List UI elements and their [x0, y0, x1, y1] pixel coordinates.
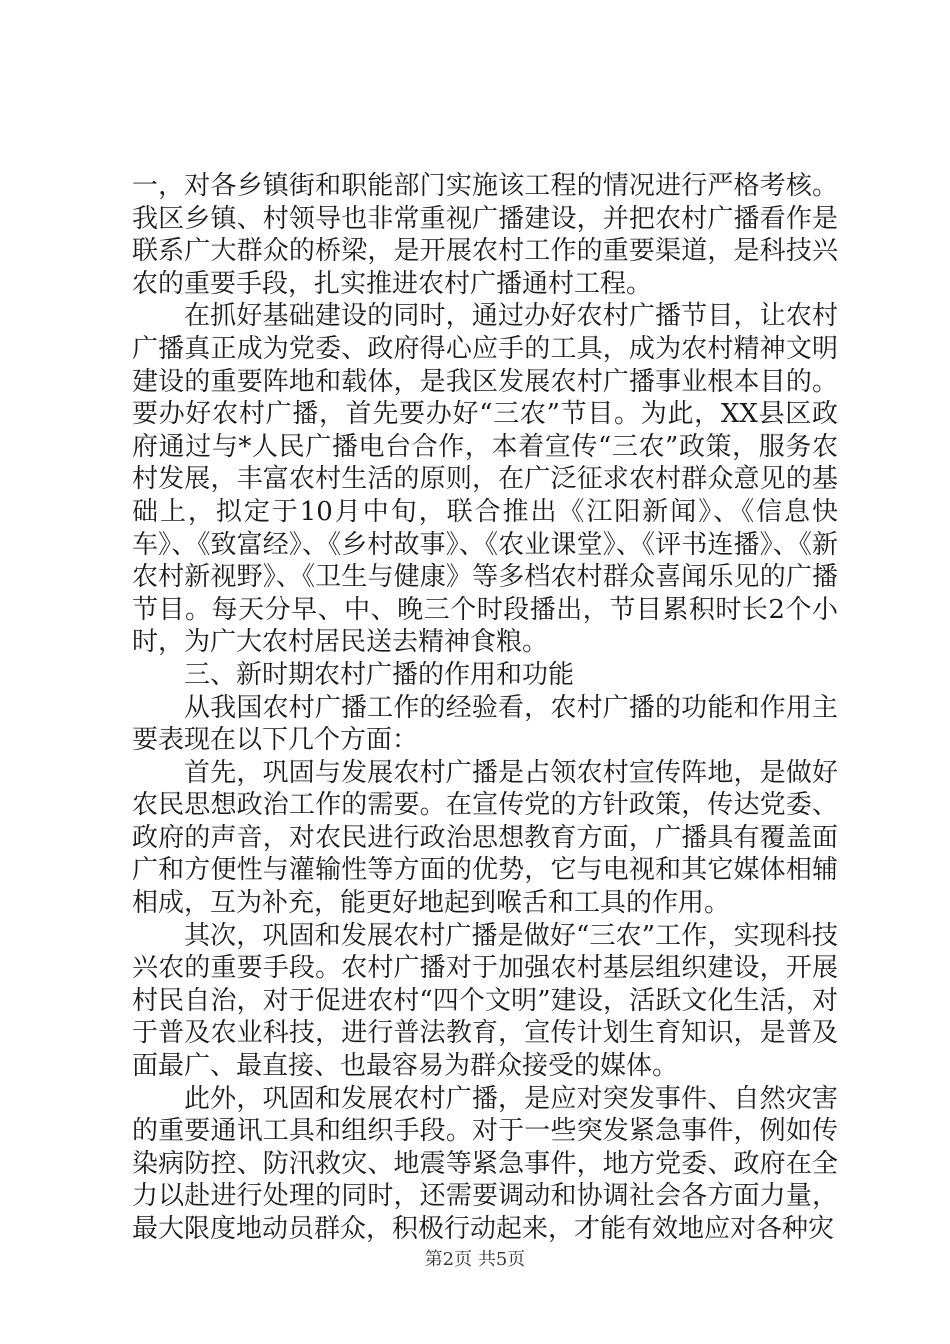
- section-heading: 三、新时期农村广播的作用和功能: [184, 659, 575, 690]
- paragraph-2: 在抓好基础建设的同时，通过办好农村广播节目，让农村广播真正成为党委、政府得心应手的工具，成为农村精神文明建设的重要阵地和载体，是我区发展农村广播事业根本目的。要办好农村广播，首先要办好“三农”节目。为此，XX县区政府通过与*人民广播电台合作，本着宣传“三农”政策，服务农村发展，丰富农村生活的原则，在广泛征求农村群众意见的基础上，拟定于10月中旬，联合推出《江阳新闻》、《信息快车》、《致富经》、《乡村故事》、《农业课堂》、《评书连播》、《新农村新视野》、《卫生与健康》等多档农村群众喜闻乐见的广播节目。每天分早、中、晚三个时段播出，节目累积时长2个小时，为广大农村居民送去精神食粮。: [132, 301, 838, 658]
- paragraph-6: 此外，巩固和发展农村广播，是应对突发事件、自然灾害的重要通讯工具和组织手段。对于一些突发紧急事件，例如传染病防控、防汛救灾、地震等紧急事件，地方党委、政府在全力以赴进行处理的同时，还需要调动和协调社会各方面力量，最大限度地动员群众，积极行动起来，才能有效地应对各种灾: [132, 1083, 838, 1244]
- page-number-footer: 第2页 共5页: [424, 1249, 526, 1270]
- paragraph-4: 首先，巩固与发展农村广播是占领农村宣传阵地，是做好农民思想政治工作的需要。在宣传党的方针政策，传达党委、政府的声音，对农民进行政治思想教育方面，广播具有覆盖面广和方便性与灌输性等方面的优势，它与电视和其它媒体相辅相成，互为补充，能更好地起到喉舌和工具的作用。: [132, 757, 838, 919]
- paragraph-3: 从我国农村广播工作的经验看，农村广播的功能和作用主要表现在以下几个方面：: [132, 692, 838, 756]
- document-body: [132, 170, 838, 1246]
- paragraph-5: 其次，巩固和发展农村广播是做好“三农”工作，实现科技兴农的重要手段。农村广播对于加强农村基层组织建设，开展村民自治，对于促进农村“四个文明”建设，活跃文化生活，对于普及农业科技，进行普法教育，宣传计划生育知识，是普及面最广、最直接、也最容易为群众接受的媒体。: [132, 920, 838, 1082]
- paragraph-1: 一，对各乡镇街和职能部门实施该工程的情况进行严格考核。我区乡镇、村领导也非常重视广播建设，并把农村广播看作是联系广大群众的桥梁，是开展农村工作的重要渠道，是科技兴农的重要手段，扎实推进农村广播通村工程。: [132, 171, 838, 299]
